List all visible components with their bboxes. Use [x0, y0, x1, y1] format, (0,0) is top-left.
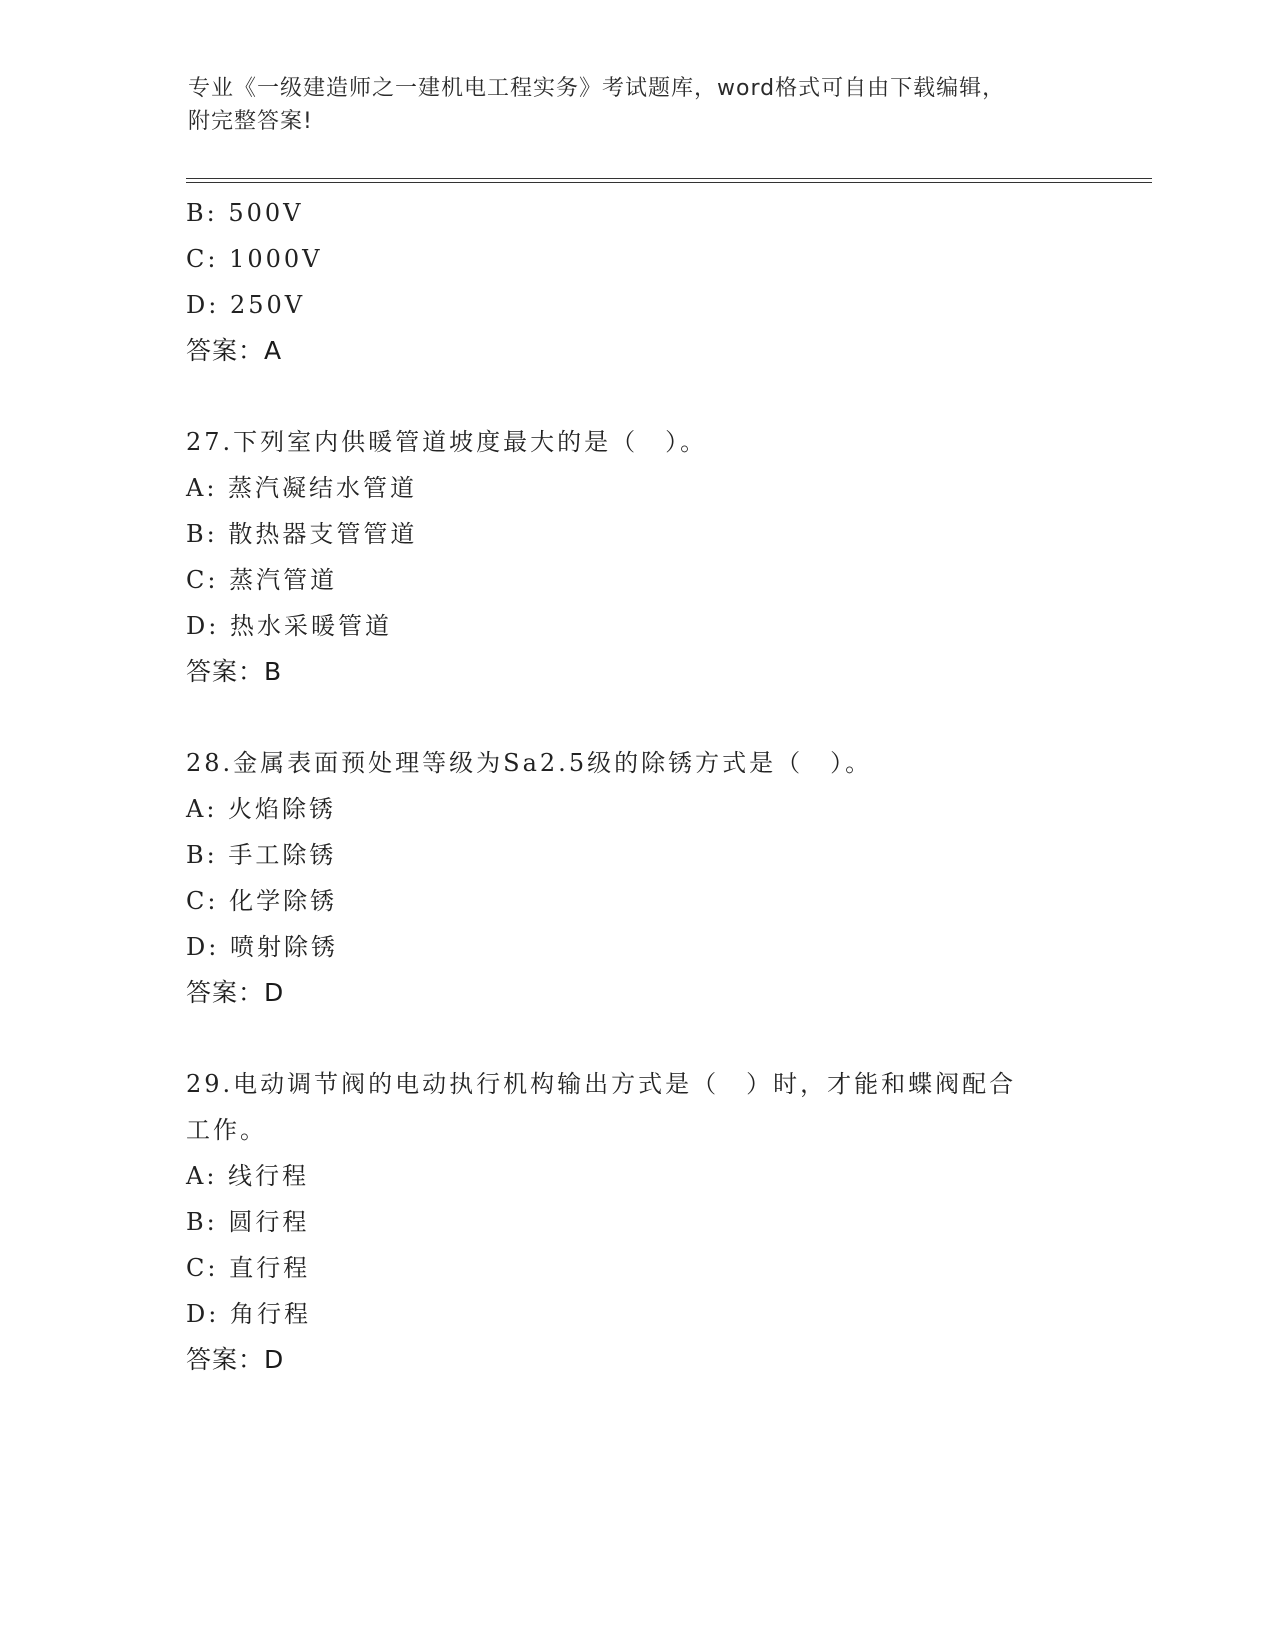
option-b: B: 500V [186, 199, 304, 227]
option-b: B: 圆行程 [186, 1208, 310, 1236]
option-c: C: 化学除锈 [186, 887, 338, 915]
header-line-2: 附完整答案! [188, 109, 313, 134]
option-d: D: 热水采暖管道 [186, 612, 392, 640]
header-divider-bottom [186, 182, 1152, 183]
option-d: D: 角行程 [186, 1300, 311, 1328]
document-header [188, 72, 1068, 138]
question-stem-line-1: 29.电动调节阀的电动执行机构输出方式是（ ）时，才能和蝶阀配合 [186, 1070, 1017, 1098]
option-c: C: 蒸汽管道 [186, 566, 338, 594]
question-27 [186, 419, 1086, 695]
question-stem: 27.下列室内供暖管道坡度最大的是（ ）。 [186, 428, 708, 456]
question-content [186, 190, 1086, 1383]
question-stem: 28.金属表面预处理等级为Sa2.5级的除锈方式是（ ）。 [186, 749, 873, 777]
option-c: C: 1000V [186, 245, 323, 273]
answer-line: 答案：D [186, 1345, 285, 1374]
answer-line: 答案：D [186, 978, 285, 1007]
answer-line: 答案：A [186, 336, 283, 365]
previous-question-block [186, 190, 1086, 374]
option-b: B: 手工除锈 [186, 841, 337, 869]
header-line-1: 专业《一级建造师之一建机电工程实务》考试题库，word格式可自由下载编辑， [188, 76, 1006, 101]
option-a: A: 线行程 [186, 1162, 310, 1190]
option-d: D: 喷射除锈 [186, 933, 338, 961]
question-28 [186, 740, 1086, 1016]
option-c: C: 直行程 [186, 1254, 311, 1282]
header-divider-top [186, 178, 1152, 179]
answer-line: 答案：B [186, 657, 283, 686]
option-b: B: 散热器支管管道 [186, 520, 418, 548]
option-d: D: 250V [186, 291, 306, 319]
option-a: A: 火焰除锈 [186, 795, 337, 823]
question-29 [186, 1061, 1086, 1383]
option-a: A: 蒸汽凝结水管道 [186, 474, 418, 502]
question-stem-line-2: 工作。 [186, 1116, 267, 1144]
